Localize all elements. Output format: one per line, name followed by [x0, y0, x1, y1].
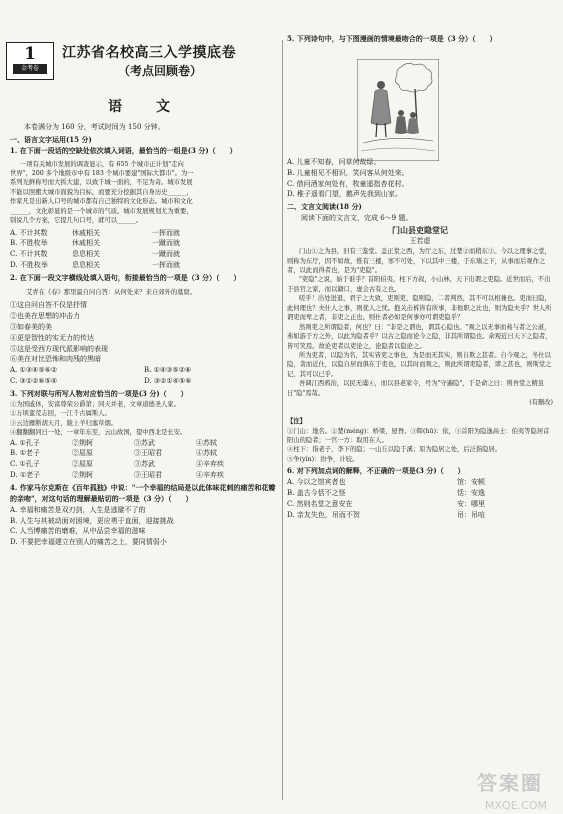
q5-illustration-area: [287, 45, 553, 157]
q1-option-row[interactable]: C. 不计其数 息息相关 一蹴而就: [10, 250, 180, 259]
q2-option-a[interactable]: A. ①③④⑤⑥②: [10, 366, 58, 375]
q4-option-c[interactable]: C. 人当博痛苦的磨难，从中品尝幸福的滋味: [10, 527, 146, 536]
q1-options: [10, 228, 278, 271]
q1-passage-line: ______，文化彰显的是一个城市的气质。城市发展规划尤为重要，: [10, 207, 193, 215]
page-title: 江苏省名校高三入学摸底卷: [62, 45, 236, 61]
q2-items: [10, 300, 278, 365]
passage-paragraph: 吾调江西鸦治，以民无虞④，而以县老家令，号为"守遍隐"，于是命之曰：则吾堂之精虽日"隐"焉哉。: [287, 380, 545, 397]
watermark-url: MXQE.COM: [485, 799, 547, 812]
q3-options: [10, 438, 278, 481]
page-subtitle: （考点回顾卷）: [118, 64, 203, 78]
q1-passage: [10, 160, 278, 226]
q3-item: ②万顷蛮荒志回，一江千古属斯人。: [10, 410, 111, 418]
passage-paragraph: "吏隐"之说，始于谁乎？首阳伯夷，柱下方叔，小山林，天下出谓之吏隐。近世而后，不出于县官之家，而以籍口，虚会古有之也。: [287, 276, 551, 293]
q1-stem: 1. 在下面一段话的空缺处依次填入词语，最恰当的一组是(3 分)（ ）: [10, 145, 237, 155]
note-line: ⑤争(yín)：纷争，计较。: [287, 455, 359, 463]
section1-heading: 一、语言文字运用(15 分): [10, 134, 92, 144]
q2-stem: 2. 在下面一段文字横线处填入语句，衔接最恰当的一项是（3 分）（ ）: [10, 272, 241, 282]
column-divider: [282, 40, 283, 800]
q3-option-row[interactable]: B. ①老子 ②屈原 ③王昭君 ④苏轼: [10, 449, 217, 458]
q4-option-b[interactable]: B. 人生与其被动面对困境，更应勇于直面，迎接挑战: [10, 516, 174, 525]
q3-item: ③云边雁断胡天月，陇上羊归塞草烟。: [10, 419, 118, 427]
note-line: ①门山：地名。②楚(méng)：桥梁，屋脊。③晖(hū)：依，③首阳为隐逸高士：伯夷等隐居首阳山的隐者；一官一方：取用在人。: [287, 427, 550, 445]
q6-stem: 6. 对下列加点词的解释，不正确的一项是(3 分)（ ）: [287, 466, 465, 476]
passage-paragraph: 然则吏之所谓隐者，何也？曰："非是之谓也，谓其心隐也。"观之以无事而弗与者之公道，弗如游于方之外，以此为隐者乎？以古之隐而论今之隐，非其所谓隐也。余观近日天下之隐者，皆可笑焉。故论吏者以吏论之，论隐者以隐论之。: [287, 323, 552, 350]
q1-passage-line: 别说几个方案，它提几句口号，就可以______。: [10, 217, 143, 225]
q2-item: ④更是智性的实无力的传达: [10, 333, 94, 342]
q1-passage-line: 世界"，200 多个地级市中有 183 个城市要建"国际大都市"。为一: [10, 169, 194, 177]
q1-passage-line: 不能以照搬大城市面貌为目标，而要充分挖掘其自身历史______，: [10, 188, 193, 196]
subject-title: 语 文: [108, 99, 180, 115]
passage-notes: [287, 408, 553, 465]
watermark-logo: 答案圈: [477, 771, 543, 795]
q2-item: ①这自问自答不仅是抒情: [10, 301, 87, 310]
section2-heading: 二、文言文阅读(18 分): [287, 202, 362, 212]
q2-item: ②也美在思想的冲击力: [10, 312, 80, 321]
q3-stem: 3. 下列对联与所写人物对应恰当的一项是(3 分)（ ）: [10, 389, 188, 398]
q6-option-row[interactable]: D. 亲友失色，吊而不贺 吊：吊唁: [287, 510, 485, 519]
q1-passage-line: 系列光鲜称号而大拆大建，以致千城一面的，不足为奇。城市发展: [10, 179, 193, 187]
badge-label: 金考卷: [13, 64, 47, 74]
right-column: [287, 34, 553, 521]
q4-options: [10, 505, 278, 548]
q3-item: ④翻翻翻同日一处，一章年东至，云山故国，望中西北是长安。: [10, 429, 187, 437]
q1-passage-line: 作家凡是出新人口号的城市都有自己独特的文化形态。城市和文化: [10, 198, 193, 206]
q4-option-a[interactable]: A. 幸福和痛苦是双刃剑，人生是逃避不了的: [10, 505, 146, 514]
q3-option-row[interactable]: A. ①孔子 ②荆轲 ③苏武 ④苏轼: [10, 438, 217, 447]
passage-source: (有删改): [529, 399, 553, 407]
q2-option-d[interactable]: D. ③②①④⑤⑥: [144, 377, 192, 386]
q1-option-row[interactable]: B. 不胜枚举 休戚相关 一蹴而就: [10, 239, 180, 248]
passage-paragraph: 所为吏者，以隐为名，其实皆吏之事也，为是而无其实，则自欺之甚者。自今观之，冬仕以隐，贪而近仕，以隐自居而俱在于吏也，以其时而观之，则此所谓吏隐者，谬之甚也，则斯堂之记，其可以已乎。: [287, 351, 552, 378]
q1-option-row[interactable]: A. 不计其数 休戚相关 一挥而就: [10, 228, 180, 237]
section2-instruction: 阅读下面的文言文，完成 6～9 题。: [301, 214, 413, 223]
q6-option-row[interactable]: C. 然则名堂之意安在 安：哪里: [287, 499, 485, 508]
q2-option-b[interactable]: B. ①④③⑤②⑥: [144, 366, 192, 375]
q2-passage: 艾青在《春》那里最自问自答：从何处来？来自郊外的墓窟。: [26, 288, 197, 296]
q3-option-row[interactable]: D. ①老子 ②荆轲 ③王昭君 ④辛弃疾: [10, 471, 224, 480]
cartoon-illustration: [357, 59, 439, 161]
q5-option-c[interactable]: C. 借问酒家何处有，牧童遥指杏花村。: [287, 179, 409, 188]
notes-label: 【注】: [287, 417, 306, 425]
q3-item: ①为国戚休，安富尊荣公爵第；同天并老，文章道德圣人家。: [10, 400, 181, 408]
q5-options: [287, 157, 553, 200]
left-column: [10, 34, 278, 548]
q2-item: ⑤这是受西方现代派影响的表现: [10, 344, 108, 353]
q5-option-d[interactable]: D. 稚子遥看门望，鹅声先我到山家。: [287, 190, 402, 199]
passage-title: 门山县吏隐堂记: [392, 224, 448, 235]
q1-passage-line: 一项有关城市发展的调查显示，有 655 个城市正计划"走向: [20, 160, 184, 168]
q2-item: ⑥美在对比恐怖和肉残的黑暗: [10, 355, 101, 364]
q2-item: ③如春美的美: [10, 322, 52, 331]
exam-intro: 本卷满分为 160 分，考试时间为 150 分钟。: [24, 123, 165, 131]
q5-option-a[interactable]: A. 儿童不知春，问草何故绿。: [287, 157, 381, 166]
q3-option-row[interactable]: C. ①孔子 ②屈原 ③苏武 ④辛弃疾: [10, 460, 224, 469]
passage-author: 王若虚: [409, 237, 431, 246]
passage-body: [287, 247, 553, 398]
q6-option-row[interactable]: B. 盖古今恬不之怪 恬：安逸: [287, 489, 485, 498]
q5-stem: 5. 下列诗句中，与下图漫画的情境最吻合的一项是（3 分）（ ）: [287, 34, 497, 43]
badge-number: 1: [24, 44, 36, 64]
passage-paragraph: 门山①之为县，旧有三鉴堂。盖正堂之西，为厅之东，过楚②而稍东③。今以之理事之堂，则称为东厅，因不如故，惟有三楼，寒不可处，下以其中三楼，于东墙之下，从事而后观作之者，以此而得者也，是为"吏隐"。: [287, 248, 551, 275]
q1-option-row[interactable]: D. 不胜枚举 息息相关 一挥而就: [10, 261, 180, 270]
q6-option-row[interactable]: A. 今以之馆宾者也 馆：安顿: [287, 478, 485, 487]
q5-option-b[interactable]: B. 儿童相见不相识，笑问客从何处来。: [287, 168, 409, 177]
q4-stem: 4. 作家马尔克斯在《百年孤独》中说："一个幸福的结局是以此体味花刺的痛苦和花瓣的亲吻"，对这句话的理解最贴切的一项是（3 分）（ ）: [10, 482, 276, 503]
q4-option-d[interactable]: D. 不要把幸福建立在别人的痛苦之上，要同情弱小: [10, 538, 167, 547]
q3-items: [10, 400, 278, 438]
q2-options: [10, 365, 278, 387]
passage-paragraph: 嗟乎！出处进退，君子之大致，吏则吏，隐则隐，二者判然，其不可以相兼也。吏而曰隐，此何理也？夫仕人之事，则优人之忧。抱关击柝皆有所事，非他职之比也，则为隐夫乎？世人所谓吏而卑之者，非吏之正也。则仕者必如是何事亦可谓吏隐乎？: [287, 295, 552, 322]
note-line: ④柱下：指老子，李下的隐；一山丘以隐于溪；原为隐居之处，后泛指隐居。: [287, 446, 502, 454]
q6-options: [287, 477, 553, 520]
q2-option-c[interactable]: C. ③①②⑥⑤④: [10, 377, 58, 386]
